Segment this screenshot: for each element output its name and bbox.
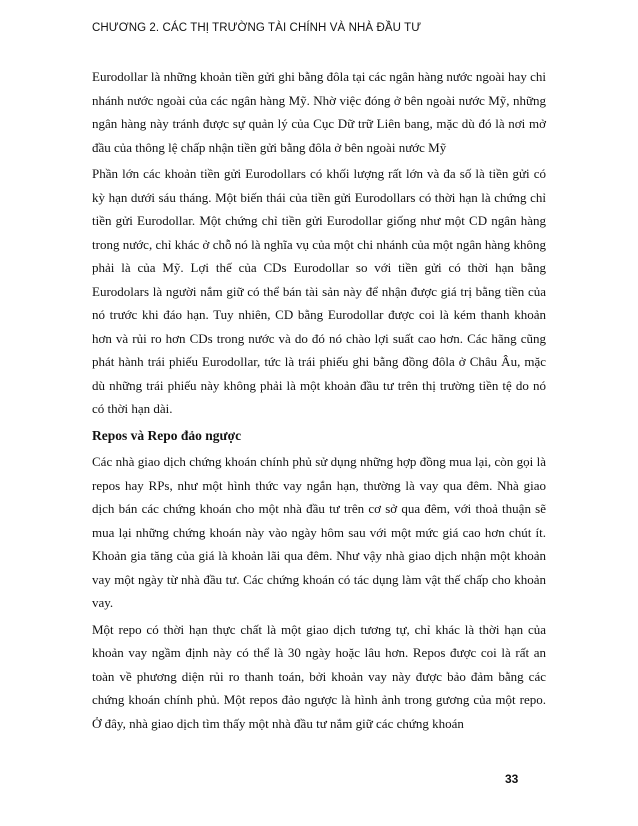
section-heading-repos: Repos và Repo đảo ngược [92, 427, 242, 443]
paragraph-term-repo: Một repo có thời hạn thực chất là một giao dịch tương tự, chỉ khác là thời hạn của khoản vay ngầm định này có thể là 30 ngày hoặc lâu hơn. Repos được coi là rất an toàn về phương diện rủi ro thanh toán, bởi khoản vay này được bảo đảm bằng các chứng khoán chính phủ. Một repos đảo ngược là hình ảnh trong gương của một repo. Ở đây, nhà giao dịch tìm thấy một nhà đầu tư nắm giữ các chứng khoán [92, 621, 546, 731]
paragraph-repos-intro: Các nhà giao dịch chứng khoán chính phủ sử dụng những hợp đồng mua lại, còn gọi là repos hay RPs, như một hình thức vay ngắn hạn, thường là vay qua đêm. Nhà giao dịch bán các chứng khoán cho một nhà đầu tư trên cơ sở qua đêm, với thoả thuận sẽ mua lại những chứng khoán này vào ngày hôm sau với một mức giá cao hơn chút ít. Khoản gia tăng của giá là khoản lãi qua đêm. Như vậy nhà giao dịch nhận một khoản vay một ngày từ nhà đầu tư. Các chứng khoán có tác dụng làm vật thế chấp cho khoản vay. [92, 454, 546, 610]
page-body [92, 65, 546, 738]
paragraph-eurodollar-cds: Phần lớn các khoản tiền gửi Eurodollars có khối lượng rất lớn và đa số là tiền gửi có kỳ hạn dưới sáu tháng. Một biến thái của tiền gửi Eurodollars có thời hạn là chứng chỉ tiền gửi Eurodollar. Một chứng chỉ tiền gửi Eurodollar giống như một CD ngân hàng trong nước, chỉ khác ở chỗ nó là nghĩa vụ của một chi nhánh của một ngân hàng không phải là của Mỹ. Lợi thế của CDs Eurodollar so với tiền gửi có thời hạn bằng Eurodolars là người nắm giữ có thể bán tài sản này để nhận được giá trị bằng tiền của nó trước khi đáo hạn. Tuy nhiên, CD bằng Eurodollar được coi là kém thanh khoản hơn và rủi ro hơn CDs trong nước và do đó nó chào lợi suất cao hơn. Các hãng cũng phát hành trái phiếu Eurodollar, tức là trái phiếu ghi bằng đồng đôla ở Châu Âu, mặc dù những trái phiếu này không phải là một khoản đầu tư trên thị trường tiền tệ do nó có thời hạn dài. [92, 166, 546, 416]
page-number: 33 [505, 772, 519, 786]
chapter-header: CHƯƠNG 2. CÁC THỊ TRƯỜNG TÀI CHÍNH VÀ NHÀ ĐẦU TƯ [92, 22, 422, 34]
paragraph-eurodollar-intro: Eurodollar là những khoản tiền gửi ghi bằng đôla tại các ngân hàng nước ngoài hay chi nhánh nước ngoài của các ngân hàng Mỹ. Nhờ việc đóng ở bên ngoài nước Mỹ, những ngân hàng này tránh được sự quản lý của Cục Dữ trữ Liên bang, mặc dù đó là nơi mở đầu của thông lệ chấp nhận tiền gửi bằng đôla ở bên ngoài nước Mỹ [92, 69, 546, 155]
